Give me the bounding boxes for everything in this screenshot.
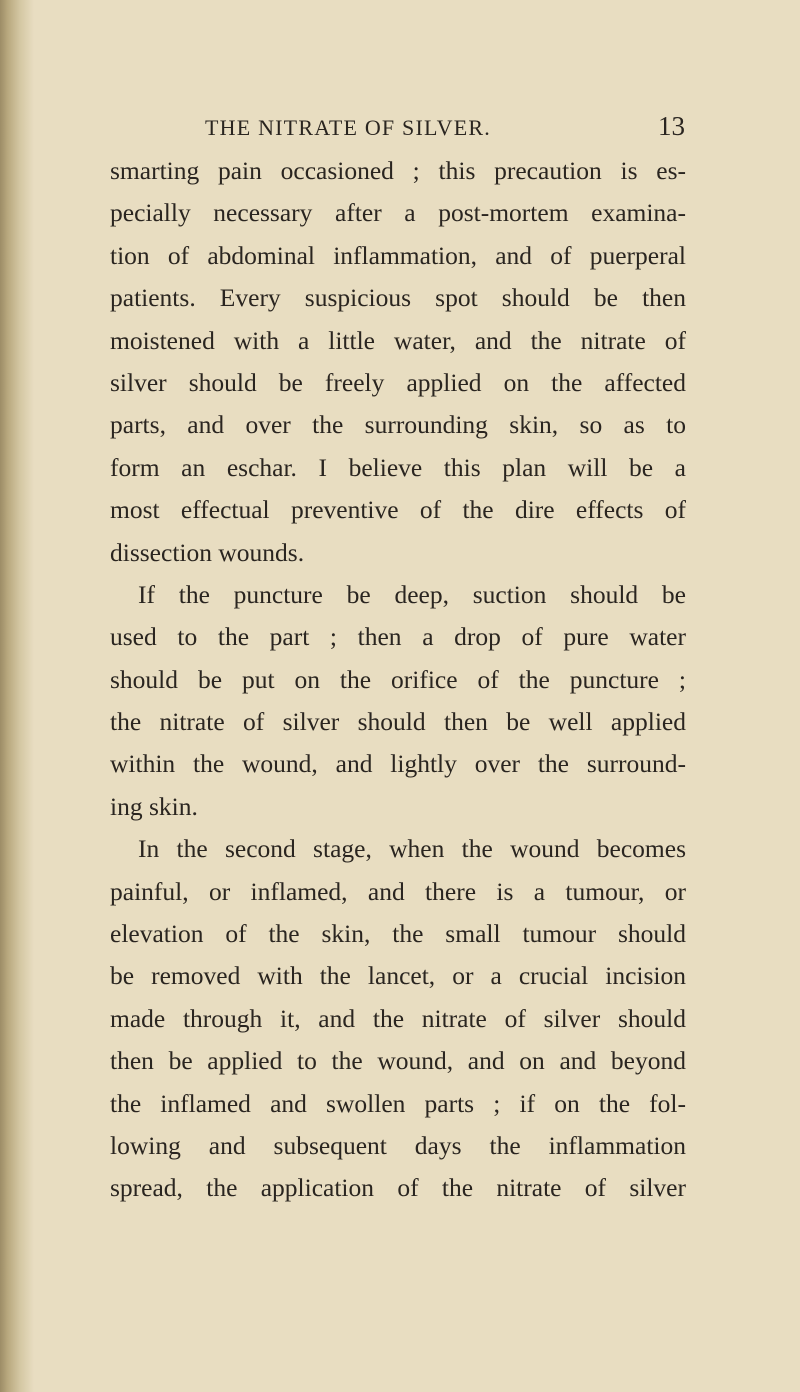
text-line: moistened with a little water, and the nitrate of — [110, 325, 686, 355]
page-number: 13 — [658, 111, 685, 141]
text-line: spread, the application of the nitrate of silver — [110, 1173, 686, 1203]
text-line: If the puncture be deep, suction should be — [138, 579, 686, 609]
text-line: silver should be freely applied on the affected — [110, 367, 686, 397]
text-line: the inflamed and swollen parts ; if on the fol- — [110, 1088, 686, 1118]
text-line: smarting pain occasioned ; this precaution is es- — [110, 156, 686, 185]
text-line: should be put on the orifice of the puncture ; — [110, 664, 686, 694]
text-line: within the wound, and lightly over the surround- — [110, 749, 686, 779]
text-line: patients. Every suspicious spot should be then — [110, 283, 686, 313]
page-gutter-shadow — [0, 0, 34, 1392]
body-text — [110, 150, 686, 1210]
running-head-title: THE NITRATE OF SILVER. — [205, 115, 491, 140]
text-line: the nitrate of silver should then be well applied — [110, 707, 686, 737]
text-line: In the second stage, when the wound becomes — [138, 834, 686, 864]
text-line: tion of abdominal inflammation, and of puerperal — [110, 240, 686, 270]
text-line: parts, and over the surrounding skin, so as to — [110, 410, 686, 440]
text-line: dissection wounds. — [110, 537, 305, 567]
text-line: elevation of the skin, the small tumour should — [110, 919, 686, 949]
text-line: made through it, and the nitrate of silver should — [110, 1003, 686, 1033]
running-head — [205, 111, 685, 145]
text-line: pecially necessary after a post-mortem examina- — [110, 198, 686, 228]
text-line: ing skin. — [110, 791, 198, 821]
text-line: used to the part ; then a drop of pure water — [110, 622, 686, 652]
text-line: lowing and subsequent days the inflammation — [110, 1130, 686, 1160]
text-line: painful, or inflamed, and there is a tumour, or — [110, 876, 686, 906]
text-line: most effectual preventive of the dire effects of — [110, 495, 686, 525]
text-line: be removed with the lancet, or a crucial incision — [110, 961, 686, 991]
text-line: then be applied to the wound, and on and beyond — [110, 1046, 686, 1076]
text-line: form an eschar. I believe this plan will be a — [110, 452, 686, 482]
